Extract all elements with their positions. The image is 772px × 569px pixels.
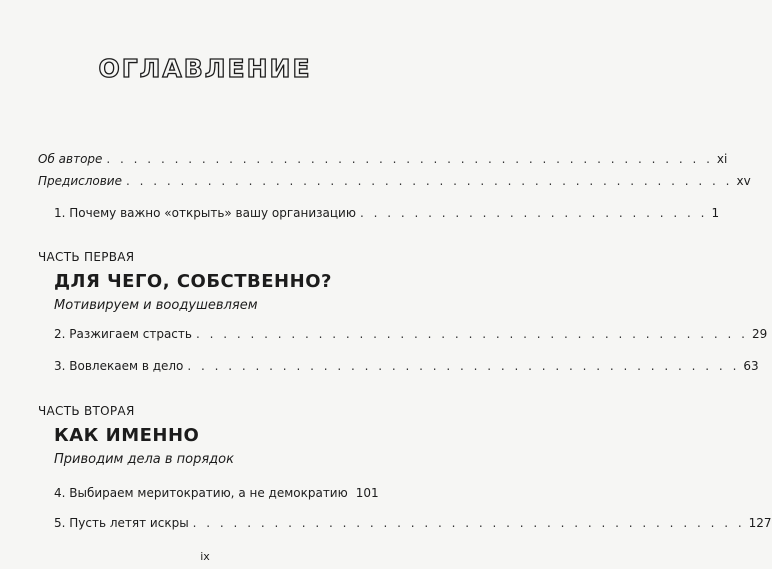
toc-entry-page: 127 bbox=[748, 516, 772, 530]
toc-entry-label: Предисловие bbox=[38, 174, 122, 188]
toc-entry-label: 1. Почему важно «открыть» вашу организацию bbox=[54, 206, 356, 220]
leader-dots: . . . . . . . . . . . . . . . . . . . . . . . . . . . . . . . . . . . . . . . . . . . . . bbox=[106, 152, 713, 166]
toc-entry-label: 3. Вовлекаем в дело bbox=[54, 359, 184, 373]
toc-entry-chapter-5[interactable] bbox=[54, 516, 772, 530]
toc-entry-label: 5. Пусть летят искры bbox=[54, 516, 189, 530]
toc-entry-page: xi bbox=[716, 152, 728, 166]
toc-entry-preface[interactable] bbox=[38, 174, 751, 188]
toc-entry-page: 1 bbox=[711, 206, 720, 220]
part-label: ЧАСТЬ ПЕРВАЯ bbox=[38, 250, 135, 264]
part-subtitle: Мотивируем и воодушевляем bbox=[54, 298, 258, 313]
page-number: ix bbox=[200, 550, 210, 563]
toc-entry-page: 63 bbox=[743, 359, 759, 373]
part-subtitle: Приводим дела в порядок bbox=[54, 452, 234, 467]
page-title: ОГЛАВЛЕНИЕ bbox=[98, 54, 312, 83]
toc-entry-chapter-1[interactable] bbox=[54, 206, 720, 220]
toc-entry-label: Об авторе bbox=[38, 152, 103, 166]
part-title: КАК ИМЕННО bbox=[54, 425, 200, 446]
leader-dots: . . . . . . . . . . . . . . . . . . . . . . . . . . bbox=[359, 206, 708, 220]
leader-dots: . . . . . . . . . . . . . . . . . . . . . . . . . . . . . . . . . . . . . . . . . bbox=[192, 516, 745, 530]
toc-entry-label: 4. Выбираем меритократию, а не демократию bbox=[54, 486, 348, 500]
part-label: ЧАСТЬ ВТОРАЯ bbox=[38, 404, 135, 418]
toc-entry-about-author[interactable] bbox=[38, 152, 728, 166]
leader-dots: . . . . . . . . . . . . . . . . . . . . . . . . . . . . . . . . . . . . . . . . . bbox=[187, 359, 740, 373]
part-title: ДЛЯ ЧЕГО, СОБСТВЕННО? bbox=[54, 271, 332, 292]
toc-entry-chapter-3[interactable] bbox=[54, 359, 759, 373]
toc-entry-chapter-2[interactable] bbox=[54, 327, 768, 341]
leader-dots: . . . . . . . . . . . . . . . . . . . . . . . . . . . . . . . . . . . . . . . . . bbox=[195, 327, 748, 341]
toc-entry-page: 101 bbox=[355, 486, 379, 500]
toc-entry-page: xv bbox=[736, 174, 751, 188]
leader-dots: . . . . . . . . . . . . . . . . . . . . . . . . . . . . . . . . . . . . . . . . . . . . . bbox=[125, 174, 733, 188]
toc-entry-chapter-4[interactable] bbox=[54, 486, 379, 500]
toc-entry-page: 29 bbox=[751, 327, 768, 341]
toc-entry-label: 2. Разжигаем страсть bbox=[54, 327, 192, 341]
